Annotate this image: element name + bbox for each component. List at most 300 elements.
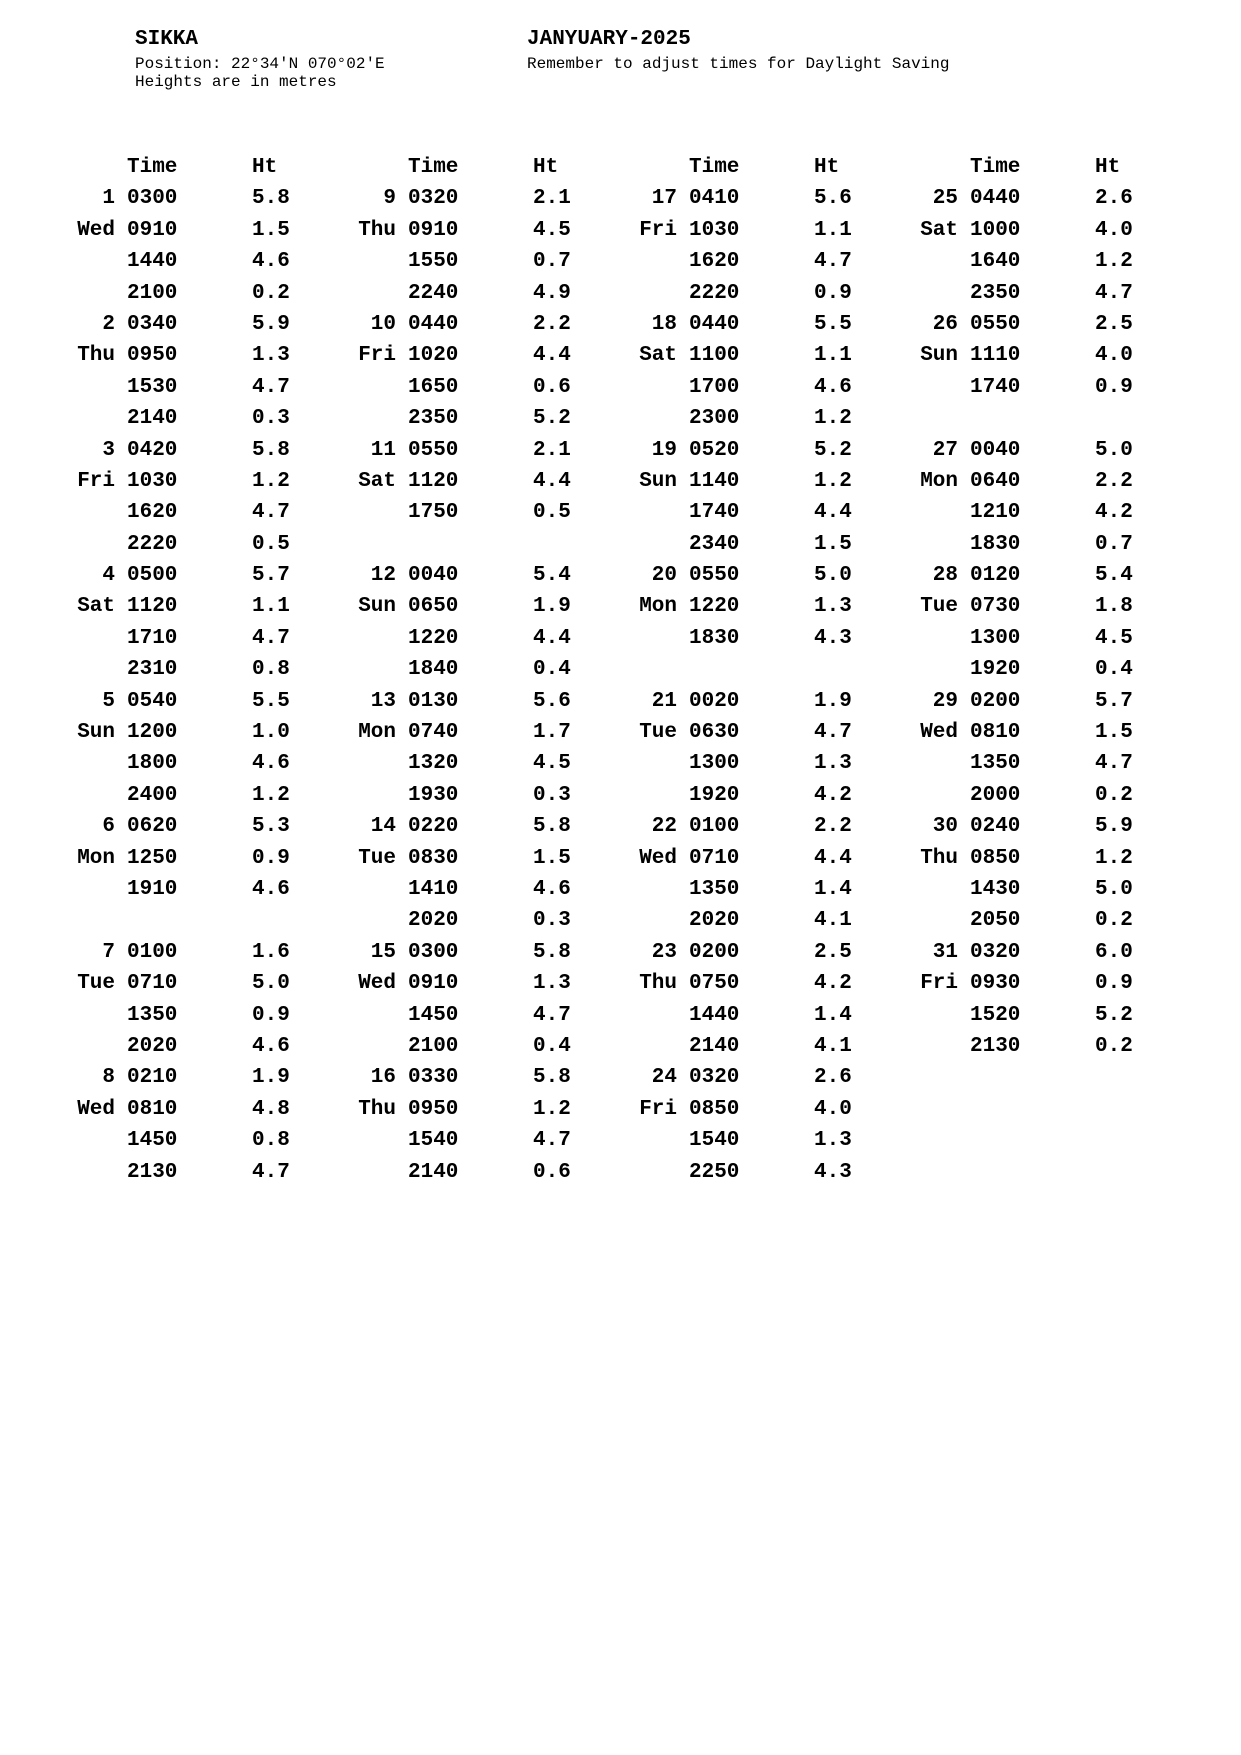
day-spacer: [346, 246, 396, 277]
tide-height: 0.3: [533, 909, 571, 933]
tide-height: 0.6: [533, 375, 571, 399]
day-spacer: [627, 1125, 677, 1156]
tide-time: 0950: [127, 344, 178, 368]
tide-height: 5.0: [1095, 877, 1133, 901]
weekday-name: Wed: [920, 721, 958, 745]
day-spacer: [346, 403, 396, 434]
tide-time: 0950: [408, 1097, 459, 1121]
tide-time: 2130: [970, 1034, 1021, 1058]
day-number: 3: [102, 438, 115, 462]
tide-time: [115, 905, 180, 936]
tide-height: 4.4: [533, 469, 571, 493]
day-spacer: [627, 905, 677, 936]
tide-time: 0740: [408, 721, 459, 745]
tide-height: 1.2: [533, 1097, 571, 1121]
day-number: 15: [370, 940, 396, 964]
day-number: 8: [102, 1066, 115, 1090]
tide-time: 1620: [127, 501, 178, 525]
tide-time: 1650: [408, 375, 459, 399]
tide-height: 0.4: [533, 658, 571, 682]
tide-time: 1920: [970, 658, 1021, 682]
day-spacer: [627, 403, 677, 434]
tide-time: 1840: [408, 658, 459, 682]
time-column-header: Time: [408, 156, 459, 179]
weekday-name: Tue: [358, 846, 396, 870]
tide-height: 2.1: [533, 438, 571, 462]
tide-height: 1.1: [814, 218, 852, 242]
tide-time: 1030: [127, 469, 178, 493]
station-title: SIKKA: [135, 28, 199, 51]
tide-height: 2.5: [814, 940, 852, 964]
tide-time: 1530: [127, 375, 178, 399]
day-spacer: [65, 905, 115, 936]
weekday-name: Sun: [920, 344, 958, 368]
tide-time: 1030: [689, 218, 740, 242]
tide-time: 0650: [408, 595, 459, 619]
tide-height: 5.5: [814, 312, 852, 336]
tide-time: 0850: [689, 1097, 740, 1121]
day-spacer: [65, 623, 115, 654]
tide-height: 5.6: [533, 689, 571, 713]
tide-time: 1550: [408, 250, 459, 274]
tide-height: 2.1: [533, 187, 571, 211]
day-spacer: [627, 874, 677, 905]
tide-time: 1200: [127, 721, 178, 745]
day-spacer: [65, 1157, 115, 1188]
tide-time: 0300: [127, 187, 178, 211]
tide-time: 0440: [689, 312, 740, 336]
tide-height: 1.8: [1095, 595, 1133, 619]
weekday-name: Thu: [358, 1097, 396, 1121]
tide-time: 0200: [970, 689, 1021, 713]
tide-time: 2140: [689, 1034, 740, 1058]
tide-column-group-2: [346, 152, 576, 1188]
tide-height: 1.3: [252, 344, 290, 368]
tide-height: 5.6: [814, 187, 852, 211]
day-spacer: [346, 497, 396, 528]
tide-height: 4.6: [814, 375, 852, 399]
tide-height: 5.0: [814, 564, 852, 588]
tide-time: [958, 403, 1023, 434]
tide-time: 2100: [408, 1034, 459, 1058]
weekday-name: Fri: [358, 344, 396, 368]
tide-height: 0.7: [1095, 532, 1133, 556]
tide-column-group-4: [908, 152, 1138, 1188]
day-spacer: [65, 403, 115, 434]
weekday-name: Mon: [920, 469, 958, 493]
tide-height: [742, 654, 857, 685]
day-spacer: [346, 1031, 396, 1062]
tide-height: 1.5: [252, 218, 290, 242]
tide-time: 1540: [408, 1129, 459, 1153]
tide-time: 2020: [689, 909, 740, 933]
tide-time: 2350: [970, 281, 1021, 305]
day-spacer: [627, 1031, 677, 1062]
day-number: 29: [932, 689, 958, 713]
tide-time: 2400: [127, 783, 178, 807]
day-spacer: [65, 1000, 115, 1031]
tide-height: 4.6: [252, 877, 290, 901]
tide-height: 1.6: [252, 940, 290, 964]
day-number: 13: [370, 689, 396, 713]
tide-height: 5.4: [1095, 564, 1133, 588]
tide-time: 0440: [408, 312, 459, 336]
tide-height: 0.8: [252, 658, 290, 682]
tide-time: 0300: [408, 940, 459, 964]
weekday-name: Thu: [358, 218, 396, 242]
tide-height: 1.4: [814, 1003, 852, 1027]
tide-time: 1250: [127, 846, 178, 870]
day-spacer: [65, 654, 115, 685]
tide-height: 4.7: [252, 501, 290, 525]
weekday-name: Fri: [639, 1097, 677, 1121]
column-header-spacer: [346, 152, 396, 183]
tide-time: 1910: [127, 877, 178, 901]
tide-height: 5.5: [252, 689, 290, 713]
day-spacer: [627, 1157, 677, 1188]
tide-height: 1.2: [814, 469, 852, 493]
tide-height: 5.3: [252, 815, 290, 839]
tide-height: 1.3: [533, 972, 571, 996]
weekday-name: Sat: [639, 344, 677, 368]
tide-time: 1000: [970, 218, 1021, 242]
weekday-name: Tue: [920, 595, 958, 619]
day-spacer: [65, 372, 115, 403]
tide-time: 1920: [689, 783, 740, 807]
tide-time: 2310: [127, 658, 178, 682]
tide-table: [65, 152, 1138, 1188]
tide-height: 2.6: [1095, 187, 1133, 211]
tide-time: 2340: [689, 532, 740, 556]
weekday-name: Sat: [358, 469, 396, 493]
tide-time: 0320: [408, 187, 459, 211]
tide-height: 1.7: [533, 721, 571, 745]
tide-time: 2140: [408, 1160, 459, 1184]
time-column-header: Time: [127, 156, 178, 179]
tide-time: 1110: [970, 344, 1021, 368]
tide-height: 2.5: [1095, 312, 1133, 336]
tide-height: 4.7: [252, 375, 290, 399]
tide-time: 0710: [689, 846, 740, 870]
day-number: 28: [932, 564, 958, 588]
tide-time: 0200: [689, 940, 740, 964]
day-spacer: [627, 529, 677, 560]
tide-height: 4.7: [252, 626, 290, 650]
tide-time: 0100: [689, 815, 740, 839]
weekday-name: Sat: [920, 218, 958, 242]
tide-height: 4.8: [252, 1097, 290, 1121]
tide-height: 0.9: [252, 1003, 290, 1027]
day-number: 16: [370, 1066, 396, 1090]
day-spacer: [908, 403, 958, 434]
tide-height: 0.4: [533, 1034, 571, 1058]
tide-height: 4.0: [1095, 218, 1133, 242]
tide-time: 2220: [689, 281, 740, 305]
day-spacer: [346, 278, 396, 309]
tide-height: 1.2: [814, 407, 852, 431]
day-spacer: [627, 748, 677, 779]
weekday-name: Tue: [77, 972, 115, 996]
weekday-name: Sun: [358, 595, 396, 619]
tide-time: 0750: [689, 972, 740, 996]
day-spacer: [65, 780, 115, 811]
tide-height: 4.1: [814, 909, 852, 933]
tide-time: 2130: [127, 1160, 178, 1184]
day-spacer: [908, 654, 958, 685]
day-spacer: [908, 278, 958, 309]
tide-height: 4.2: [814, 972, 852, 996]
tide-height: 1.1: [814, 344, 852, 368]
tide-height: 5.9: [1095, 815, 1133, 839]
tide-time: 0550: [408, 438, 459, 462]
tide-time: 0550: [689, 564, 740, 588]
tide-time: 1430: [970, 877, 1021, 901]
day-number: 25: [932, 187, 958, 211]
ht-column-header: Ht: [252, 156, 278, 179]
day-spacer: [346, 1000, 396, 1031]
day-spacer: [908, 623, 958, 654]
tide-time: 1350: [689, 877, 740, 901]
day-spacer: [65, 278, 115, 309]
day-spacer: [908, 529, 958, 560]
day-spacer: [346, 905, 396, 936]
tide-time: 0620: [127, 815, 178, 839]
day-number: 10: [370, 312, 396, 336]
weekday-name: Mon: [358, 721, 396, 745]
tide-height: 4.0: [1095, 344, 1133, 368]
tide-column-group-1: [65, 152, 295, 1188]
tide-time: 1800: [127, 752, 178, 776]
tide-time: 1520: [970, 1003, 1021, 1027]
tide-time: 0440: [970, 187, 1021, 211]
tide-height: 4.9: [533, 281, 571, 305]
tide-height: 4.6: [533, 877, 571, 901]
day-spacer: [346, 1157, 396, 1188]
tide-height: 5.2: [814, 438, 852, 462]
tide-height: 5.8: [533, 815, 571, 839]
tide-height: 1.9: [814, 689, 852, 713]
tide-time: 0500: [127, 564, 178, 588]
day-spacer: [627, 654, 677, 685]
day-spacer: [908, 780, 958, 811]
tide-height: 5.0: [1095, 438, 1133, 462]
tide-time: 1740: [689, 501, 740, 525]
day-number: 20: [651, 564, 677, 588]
tide-time: 2000: [970, 783, 1021, 807]
tide-time: 0640: [970, 469, 1021, 493]
day-spacer: [908, 748, 958, 779]
tide-height: 1.5: [814, 532, 852, 556]
tide-height: 0.5: [533, 501, 571, 525]
day-number: 22: [651, 815, 677, 839]
tide-time: 0220: [408, 815, 459, 839]
weekday-name: Wed: [77, 1097, 115, 1121]
tide-time: 1350: [970, 752, 1021, 776]
tide-time: 1120: [408, 469, 459, 493]
tide-time: 1710: [127, 626, 178, 650]
tide-height: 4.2: [1095, 501, 1133, 525]
tide-time: 0810: [127, 1097, 178, 1121]
tide-time: 1740: [970, 375, 1021, 399]
tide-height: 4.3: [814, 1160, 852, 1184]
day-spacer: [908, 874, 958, 905]
tide-time: 1100: [689, 344, 740, 368]
day-number: 31: [932, 940, 958, 964]
tide-time: 1220: [408, 626, 459, 650]
tide-time: 0120: [970, 564, 1021, 588]
tide-height: 4.7: [814, 721, 852, 745]
tide-height: 1.5: [533, 846, 571, 870]
day-spacer: [908, 905, 958, 936]
day-number: 4: [102, 564, 115, 588]
tide-height: 4.7: [252, 1160, 290, 1184]
column-header-spacer: [908, 152, 958, 183]
day-number: 24: [651, 1066, 677, 1090]
tide-height: 4.0: [814, 1097, 852, 1121]
day-spacer: [65, 748, 115, 779]
heights-units-note: Heights are in metres: [135, 73, 337, 91]
day-number: 7: [102, 940, 115, 964]
tide-height: 0.9: [814, 281, 852, 305]
tide-height: 1.4: [814, 877, 852, 901]
weekday-name: Sat: [77, 595, 115, 619]
day-spacer: [627, 780, 677, 811]
tide-time: 0130: [408, 689, 459, 713]
tide-time: 0100: [127, 940, 178, 964]
tide-height: 0.2: [252, 281, 290, 305]
tide-height: 2.2: [1095, 469, 1133, 493]
day-spacer: [65, 497, 115, 528]
tide-height: 4.5: [1095, 626, 1133, 650]
tide-time: 2050: [970, 909, 1021, 933]
ht-column-header: Ht: [1095, 156, 1121, 179]
tide-time: 0040: [408, 564, 459, 588]
tide-height: 5.7: [1095, 689, 1133, 713]
day-number: 5: [102, 689, 115, 713]
tide-height: 1.1: [252, 595, 290, 619]
day-number: 6: [102, 815, 115, 839]
day-number: 27: [932, 438, 958, 462]
tide-height: 4.1: [814, 1034, 852, 1058]
tide-height: 4.2: [814, 783, 852, 807]
tide-height: [1023, 403, 1138, 434]
tide-height: 4.4: [814, 501, 852, 525]
day-spacer: [346, 1125, 396, 1156]
tide-height: 1.9: [533, 595, 571, 619]
tide-height: 4.5: [533, 752, 571, 776]
tide-time: 0340: [127, 312, 178, 336]
day-spacer: [346, 654, 396, 685]
tide-height: 5.9: [252, 312, 290, 336]
tide-time: 1830: [689, 626, 740, 650]
day-spacer: [346, 748, 396, 779]
tide-height: 1.2: [1095, 846, 1133, 870]
weekday-name: Thu: [920, 846, 958, 870]
day-number: 19: [651, 438, 677, 462]
day-spacer: [908, 372, 958, 403]
tide-height: 4.5: [533, 218, 571, 242]
tide-height: 4.3: [814, 626, 852, 650]
weekday-name: Wed: [639, 846, 677, 870]
tide-time: 0020: [689, 689, 740, 713]
ht-column-header: Ht: [533, 156, 559, 179]
day-spacer: [627, 278, 677, 309]
tide-time: 0040: [970, 438, 1021, 462]
day-spacer: [65, 1031, 115, 1062]
time-column-header: Time: [689, 156, 740, 179]
tide-time: 1020: [408, 344, 459, 368]
tide-time: 0330: [408, 1066, 459, 1090]
tide-height: 1.5: [1095, 721, 1133, 745]
day-spacer: [627, 497, 677, 528]
tide-time: [677, 654, 742, 685]
tide-height: 5.2: [533, 407, 571, 431]
tide-time: 0550: [970, 312, 1021, 336]
weekday-name: Thu: [77, 344, 115, 368]
day-spacer: [346, 874, 396, 905]
day-number: 23: [651, 940, 677, 964]
tide-height: 5.8: [533, 940, 571, 964]
weekday-name: Mon: [77, 846, 115, 870]
tide-height: 4.6: [252, 250, 290, 274]
tide-height: 1.2: [1095, 250, 1133, 274]
tide-time: 0240: [970, 815, 1021, 839]
tide-time: 0540: [127, 689, 178, 713]
day-number: 14: [370, 815, 396, 839]
tide-height: 2.6: [814, 1066, 852, 1090]
tide-height: 0.7: [533, 250, 571, 274]
day-number: 11: [370, 438, 396, 462]
tide-height: 1.2: [252, 783, 290, 807]
tide-time: 1300: [689, 752, 740, 776]
day-number: 26: [932, 312, 958, 336]
day-spacer: [65, 246, 115, 277]
tide-height: 5.4: [533, 564, 571, 588]
tide-time: 2350: [408, 407, 459, 431]
day-spacer: [65, 529, 115, 560]
weekday-name: Thu: [639, 972, 677, 996]
day-spacer: [908, 1000, 958, 1031]
tide-height: 0.5: [252, 532, 290, 556]
tide-height: 4.6: [252, 1034, 290, 1058]
tide-time: 0320: [970, 940, 1021, 964]
tide-height: 4.7: [533, 1129, 571, 1153]
tide-height: 4.6: [252, 752, 290, 776]
tide-time: 1320: [408, 752, 459, 776]
tide-height: 4.7: [533, 1003, 571, 1027]
tide-time: 1120: [127, 595, 178, 619]
column-header-spacer: [627, 152, 677, 183]
tide-time: 1450: [408, 1003, 459, 1027]
tide-height: 4.4: [814, 846, 852, 870]
tide-time: 1620: [689, 250, 740, 274]
tide-height: 5.0: [252, 972, 290, 996]
tide-time: 2220: [127, 532, 178, 556]
tide-height: 5.8: [252, 187, 290, 211]
day-spacer: [65, 1125, 115, 1156]
tide-time: 2240: [408, 281, 459, 305]
station-position: Position: 22°34'N 070°02'E: [135, 55, 385, 73]
weekday-name: Fri: [77, 469, 115, 493]
day-spacer: [627, 246, 677, 277]
tide-height: 1.9: [252, 1066, 290, 1090]
tide-height: 0.2: [1095, 909, 1133, 933]
day-number: 12: [370, 564, 396, 588]
tide-time: 1700: [689, 375, 740, 399]
daylight-saving-note: Remember to adjust times for Daylight Saving: [527, 55, 950, 73]
tide-height: 0.9: [1095, 375, 1133, 399]
day-spacer: [627, 1000, 677, 1031]
